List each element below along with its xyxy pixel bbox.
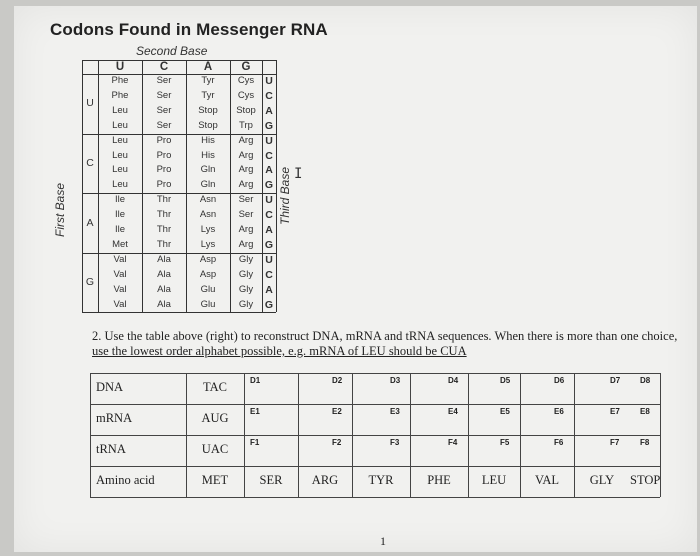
first-base-letter: A: [86, 216, 94, 229]
codon-cell: Val: [113, 268, 127, 280]
codon-cell: Val: [113, 253, 127, 265]
codon-cell: Asn: [199, 194, 217, 206]
codon-cell: Leu: [112, 104, 128, 116]
third-base-label: Third Base: [278, 166, 292, 226]
question-text: [92, 329, 682, 359]
second-base-label: Second Base: [136, 44, 208, 58]
codon-cell: Leu: [112, 179, 128, 191]
answer-blank: F5: [500, 438, 510, 447]
codon-cell: Leu: [112, 149, 128, 161]
grid-line: [82, 312, 276, 313]
codon-cell: Arg: [238, 238, 254, 250]
first-codon: TAC: [203, 380, 227, 394]
codon-cell: Pro: [156, 179, 172, 191]
codon-cell: Ala: [157, 298, 171, 310]
answer-blank: F4: [448, 438, 458, 447]
third-base-letter: G: [264, 119, 274, 132]
codon-cell: Thr: [156, 209, 172, 221]
codon-cell: Ile: [114, 224, 126, 235]
codon-cell: Tyr: [201, 75, 215, 86]
codon-cell: Ser: [156, 104, 172, 116]
first-codon: AUG: [201, 411, 229, 425]
codon-cell: Glu: [200, 283, 216, 295]
answer-blank: E7: [610, 407, 620, 416]
first-codon: UAC: [201, 442, 229, 456]
third-base-letter: C: [265, 209, 273, 222]
codon-cell: Thr: [156, 194, 172, 206]
second-base-header: A: [203, 61, 213, 73]
amino-acid-cell: VAL: [534, 473, 560, 487]
codon-cell: Gly: [238, 268, 254, 280]
codon-cell: Thr: [156, 224, 172, 235]
third-base-letter: A: [265, 283, 273, 296]
answer-blank: D7: [610, 376, 621, 385]
codon-cell: Leu: [112, 134, 128, 146]
codon-table: [82, 60, 276, 312]
answer-blank: E2: [332, 407, 342, 416]
codon-cell: Stop: [236, 104, 256, 116]
codon-cell: His: [201, 134, 215, 146]
answer-blank: D3: [390, 376, 401, 385]
answer-blank: F3: [390, 438, 400, 447]
row-label: Amino acid: [96, 473, 155, 487]
answer-blank: E1: [250, 407, 260, 416]
codon-cell: His: [201, 149, 215, 161]
codon-cell: Trp: [239, 119, 253, 131]
answer-blank: D2: [332, 376, 343, 385]
answer-blank: F7: [610, 438, 620, 447]
third-base-letter: A: [265, 164, 273, 177]
codon-cell: Val: [113, 283, 127, 295]
second-base-header: U: [115, 61, 125, 73]
table-line: [90, 497, 660, 498]
answer-blank: D5: [500, 376, 511, 385]
answer-blank: D4: [448, 376, 459, 385]
third-base-letter: G: [264, 298, 274, 311]
answer-blank: E4: [448, 407, 458, 416]
codon-cell: Gln: [200, 164, 216, 176]
codon-cell: Gln: [200, 179, 216, 191]
codon-cell: Arg: [238, 134, 254, 146]
amino-acid-cell: PHE: [427, 473, 451, 487]
codon-cell: Stop: [198, 119, 218, 131]
third-base-letter: G: [264, 179, 274, 192]
amino-acid-cell: TYR: [368, 473, 394, 487]
first-codon: MET: [201, 473, 229, 487]
third-base-letter: C: [265, 268, 273, 281]
answer-blank: D6: [554, 376, 565, 385]
third-base-letter: U: [265, 194, 273, 207]
codon-cell: Phe: [111, 75, 129, 86]
first-base-letter: G: [85, 276, 95, 289]
codon-cell: Arg: [238, 149, 254, 161]
first-base-letter: U: [86, 97, 94, 110]
page-title: Codons Found in Messenger RNA: [50, 20, 328, 39]
codon-cell: Cys: [237, 89, 255, 101]
amino-acid-cell: STOP: [630, 473, 661, 487]
codon-cell: Ser: [156, 75, 172, 86]
amino-acid-cell: GLY: [589, 473, 615, 487]
codon-cell: Gly: [238, 298, 254, 310]
answer-blank: F2: [332, 438, 342, 447]
table-line: [660, 373, 661, 497]
codon-cell: Ser: [156, 119, 172, 131]
codon-cell: Pro: [156, 134, 172, 146]
codon-cell: Met: [112, 238, 128, 250]
third-base-letter: U: [265, 253, 273, 266]
sequence-table: [90, 373, 660, 497]
codon-cell: Arg: [238, 224, 254, 235]
answer-blank: E6: [554, 407, 564, 416]
codon-cell: Ile: [114, 194, 126, 206]
answer-blank: F6: [554, 438, 564, 447]
table-line: [90, 373, 91, 497]
codon-cell: Ile: [114, 209, 126, 221]
codon-cell: Tyr: [201, 89, 215, 101]
codon-cell: Leu: [112, 119, 128, 131]
third-base-letter: A: [265, 224, 273, 236]
answer-blank: E5: [500, 407, 510, 416]
codon-cell: Lys: [200, 238, 216, 250]
answer-blank: F8: [640, 438, 650, 447]
answer-blank: E8: [640, 407, 650, 416]
page-number: 1: [380, 534, 386, 548]
codon-cell: Thr: [156, 238, 172, 250]
third-base-letter: A: [265, 104, 273, 117]
row-label: mRNA: [96, 411, 133, 425]
codon-cell: Lys: [200, 224, 216, 235]
row-label: DNA: [96, 380, 124, 394]
codon-cell: Pro: [156, 149, 172, 161]
codon-cell: Cys: [237, 75, 255, 86]
codon-cell: Ser: [238, 209, 254, 221]
third-base-letter: U: [265, 75, 273, 87]
codon-cell: Gly: [238, 253, 254, 265]
third-base-letter: U: [265, 134, 273, 147]
codon-cell: Ser: [238, 194, 254, 206]
answer-blank: D1: [250, 376, 261, 385]
codon-cell: Gly: [238, 283, 254, 295]
question-underlined: use the lowest order alphabet possible, e.g. mRNA of LEU should be CUA: [92, 344, 467, 358]
worksheet-page: [14, 6, 697, 552]
codon-cell: Pro: [156, 164, 172, 176]
answer-blank: F1: [250, 438, 260, 447]
codon-cell: Glu: [200, 298, 216, 310]
grid-line: [276, 60, 277, 312]
third-base-letter: G: [264, 238, 274, 251]
first-base-label: First Base: [53, 182, 67, 238]
codon-cell: Asn: [199, 209, 217, 221]
row-label: tRNA: [96, 442, 126, 456]
codon-cell: Val: [113, 298, 127, 310]
codon-cell: Phe: [111, 89, 129, 101]
codon-cell: Ala: [157, 253, 171, 265]
second-base-header: C: [159, 61, 169, 73]
text-cursor-icon: I: [294, 166, 303, 182]
codon-cell: Ala: [157, 268, 171, 280]
question-part1: 2. Use the table above (right) to reconstruct DNA, mRNA and tRNA sequences. When there is more than one choice,: [92, 329, 678, 343]
first-base-letter: C: [86, 156, 94, 169]
answer-blank: D8: [640, 376, 651, 385]
codon-cell: Stop: [198, 104, 218, 116]
codon-cell: Asp: [199, 253, 217, 265]
amino-acid-cell: ARG: [311, 473, 339, 487]
amino-acid-cell: SER: [259, 473, 283, 487]
codon-cell: Arg: [238, 179, 254, 191]
third-base-letter: C: [265, 149, 273, 162]
second-base-header: G: [241, 61, 251, 73]
amino-acid-cell: LEU: [481, 473, 507, 487]
codon-cell: Arg: [238, 164, 254, 176]
codon-cell: Asp: [199, 268, 217, 280]
third-base-letter: C: [265, 89, 273, 102]
answer-blank: E3: [390, 407, 400, 416]
codon-cell: Ser: [156, 89, 172, 101]
codon-cell: Leu: [112, 164, 128, 176]
codon-cell: Ala: [157, 283, 171, 295]
